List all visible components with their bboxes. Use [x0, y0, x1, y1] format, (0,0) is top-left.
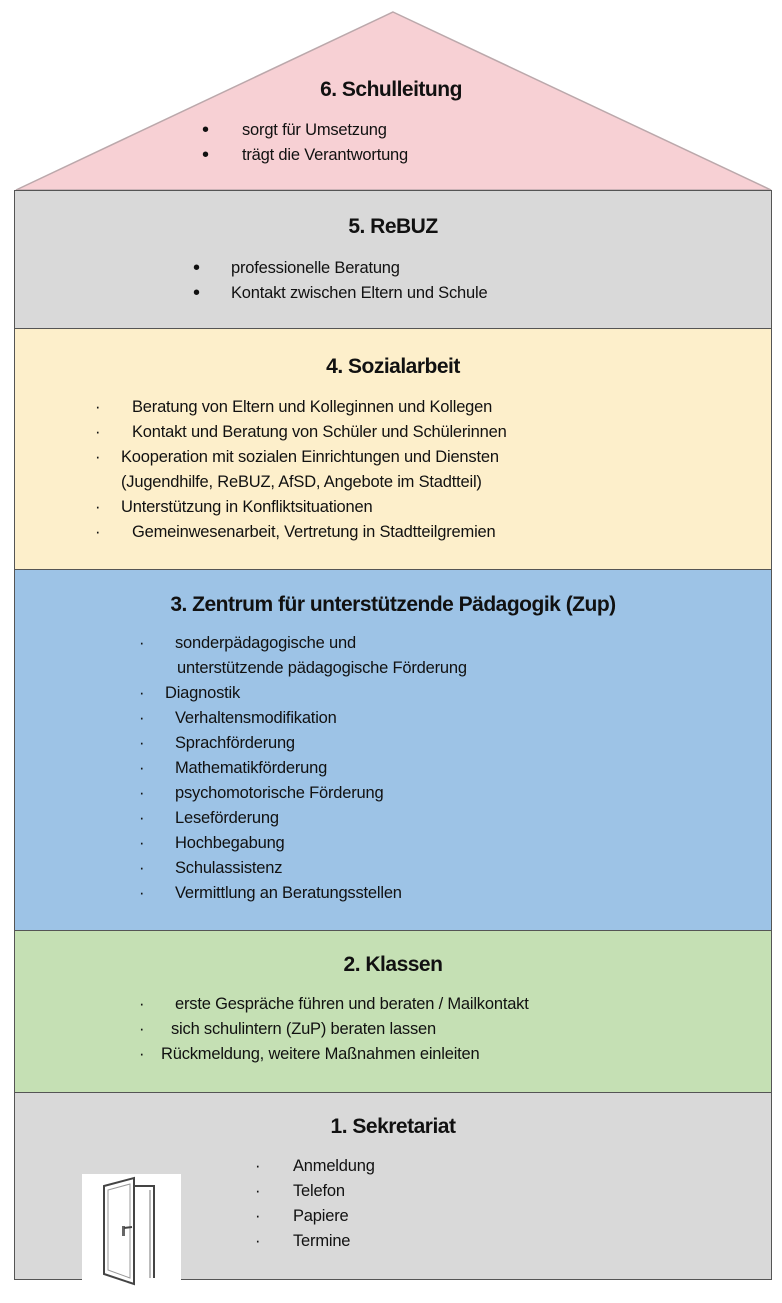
item-text: Kontakt zwischen Eltern und Schule	[231, 284, 488, 302]
floor-schulleitung	[0, 0, 782, 190]
item-text: Schulassistenz	[175, 859, 283, 877]
bullet: ·	[95, 448, 101, 466]
item-text: Verhaltensmodifikation	[175, 709, 337, 727]
floor-title: 5. ReBUZ	[348, 215, 438, 238]
item-text: erste Gespräche führen und beraten / Mailkontakt	[175, 995, 529, 1013]
floor-title: 1. Sekretariat	[330, 1115, 456, 1138]
bullet: ·	[255, 1182, 261, 1200]
bullet: ·	[139, 634, 145, 652]
item-text: Hochbegabung	[175, 834, 285, 852]
bullet: ·	[95, 398, 101, 416]
item-text: Sprachförderung	[175, 734, 295, 752]
item-text: sorgt für Umsetzung	[242, 121, 387, 139]
bullet: ·	[95, 523, 101, 541]
door-icon	[82, 1174, 181, 1287]
bullet: •	[202, 119, 209, 141]
bullet: ·	[139, 1045, 145, 1063]
bullet: ·	[255, 1232, 261, 1250]
item-text: Telefon	[293, 1182, 345, 1200]
bullet: ·	[139, 684, 145, 702]
bullet: ·	[139, 784, 145, 802]
bullet: ·	[95, 498, 101, 516]
item-text: trägt die Verantwortung	[242, 146, 409, 164]
bullet: ·	[139, 834, 145, 852]
item-text: Papiere	[293, 1207, 349, 1225]
item-text: Anmeldung	[293, 1157, 375, 1175]
bullet: ·	[139, 759, 145, 777]
item-text: sonderpädagogische und	[175, 634, 356, 652]
bullet: •	[202, 144, 209, 166]
item-text: Kontakt und Beratung von Schüler und Schülerinnen	[132, 423, 507, 441]
item-text: (Jugendhilfe, ReBUZ, AfSD, Angebote im Stadtteil)	[121, 473, 482, 491]
floor-title: 3. Zentrum für unterstützende Pädagogik (Zup)	[170, 593, 616, 616]
bullet: ·	[139, 809, 145, 827]
bullet: ·	[139, 734, 145, 752]
bullet: ·	[95, 423, 101, 441]
bullet: ·	[255, 1157, 261, 1175]
item-text: professionelle Beratung	[231, 259, 400, 277]
item-text: Vermittlung an Beratungsstellen	[175, 884, 402, 902]
item-text: Leseförderung	[175, 809, 279, 827]
bullet: •	[193, 257, 200, 279]
bullet: ·	[139, 709, 145, 727]
bullet: ·	[139, 859, 145, 877]
bullet: ·	[255, 1207, 261, 1225]
floor-rebuz	[14, 190, 772, 329]
floor-title: 4. Sozialarbeit	[326, 355, 460, 378]
item-text: Beratung von Eltern und Kolleginnen und Kollegen	[132, 398, 493, 416]
item-text: Unterstützung in Konfliktsituationen	[121, 498, 373, 516]
bullet: ·	[139, 995, 145, 1013]
item-text: Diagnostik	[165, 684, 241, 702]
item-text: psychomotorische Förderung	[175, 784, 384, 802]
item-text: Kooperation mit sozialen Einrichtungen und Diensten	[121, 448, 499, 466]
item-text: Mathematikförderung	[175, 759, 328, 777]
floor-sozialarbeit	[14, 328, 772, 570]
bullet: ·	[139, 1020, 145, 1038]
item-text: Termine	[293, 1232, 351, 1250]
item-text: sich schulintern (ZuP) beraten lassen	[171, 1020, 436, 1038]
bullet: ·	[139, 884, 145, 902]
floor-title: 2. Klassen	[343, 953, 443, 976]
item-text: Gemeinwesenarbeit, Vertretung in Stadtteilgremien	[132, 523, 496, 541]
floor-zup	[14, 569, 772, 931]
floor-title: 6. Schulleitung	[320, 78, 462, 101]
bullet: •	[193, 282, 200, 304]
item-text: Rückmeldung, weitere Maßnahmen einleiten	[161, 1045, 480, 1063]
floor-klassen	[14, 930, 772, 1093]
item-text: unterstützende pädagogische Förderung	[177, 659, 467, 677]
